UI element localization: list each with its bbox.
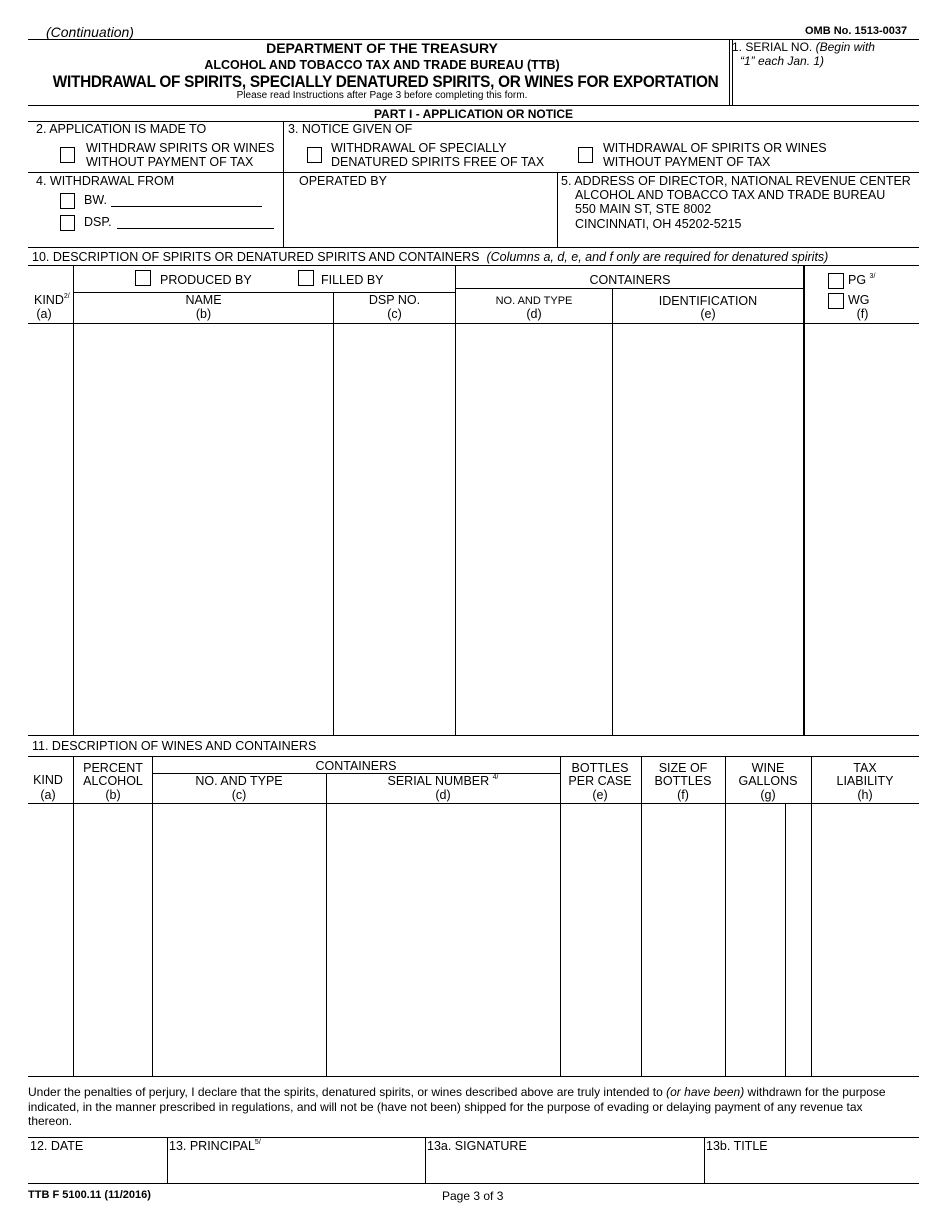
wine-col-c: (c) — [231, 788, 247, 802]
department-title: DEPARTMENT OF THE TREASURY — [266, 40, 498, 56]
withdraw-without-tax-checkbox[interactable] — [60, 147, 75, 163]
title-label: 13b. TITLE — [706, 1139, 768, 1153]
signature-label: 13a. SIGNATURE — [427, 1139, 527, 1153]
wine-header: WINE — [751, 761, 785, 775]
identification-header: IDENTIFICATION — [658, 294, 758, 308]
wg-label: WG — [848, 293, 870, 307]
col-f-label: (f) — [856, 307, 869, 321]
section-4-label: 4. WITHDRAWAL FROM — [36, 174, 175, 188]
operated-by-label: OPERATED BY — [299, 174, 387, 188]
principal-field[interactable] — [170, 1155, 422, 1181]
pg-checkbox[interactable] — [828, 273, 844, 289]
spirits-wines-checkbox[interactable] — [578, 147, 593, 163]
wine-kind-header: KIND — [33, 773, 63, 787]
no-type-header: NO. AND TYPE — [495, 295, 573, 307]
section-3-label: 3. NOTICE GIVEN OF — [288, 122, 413, 136]
wine-col-e: (e) — [592, 788, 608, 802]
principal-label: 13. $PRINCIPAL^{5/}$ — [169, 1139, 261, 1153]
kind-header: $KIND^{2/}$ — [34, 293, 70, 307]
notice-option1-line2: DENATURED SPIRITS FREE OF TAX — [331, 155, 545, 169]
dsp-input-line[interactable] — [117, 228, 274, 229]
withdraw-option-line2: WITHOUT PAYMENT OF TAX — [86, 155, 254, 169]
section-11-label: 11. DESCRIPTION OF WINES AND CONTAINERS — [32, 739, 317, 753]
percent-header: PERCENT — [83, 761, 143, 775]
wines-data-area[interactable] — [28, 804, 919, 1075]
size-bottles-header: BOTTLES — [654, 774, 712, 788]
produced-by-checkbox[interactable] — [135, 270, 151, 286]
col-c-label: (c) — [387, 307, 402, 321]
part-title: PART I - APPLICATION OR NOTICE — [373, 107, 574, 121]
wine-col-h: (h) — [857, 788, 873, 802]
dsp-no-header: DSP NO. — [368, 293, 421, 307]
section-5-label: 5. ADDRESS OF DIRECTOR, NATIONAL REVENUE CENTER — [561, 174, 911, 188]
bottles-header: BOTTLES — [571, 761, 629, 775]
filled-by-label: FILLED BY — [321, 273, 384, 287]
withdraw-option-line1: WITHDRAW SPIRITS OR WINES — [86, 141, 275, 155]
name-header: NAME — [185, 293, 222, 307]
wine-col-b: (b) — [105, 788, 121, 802]
per-case-header: PER CASE — [568, 774, 632, 788]
signature-field[interactable] — [428, 1155, 701, 1181]
address-line2: 550 MAIN ST, STE 8002 — [575, 202, 712, 216]
alcohol-header: ALCOHOL — [83, 774, 143, 788]
spirits-data-area[interactable] — [28, 324, 919, 734]
page-number: Page 3 of 3 — [442, 1189, 504, 1203]
bw-checkbox[interactable] — [60, 193, 75, 209]
bw-input-line[interactable] — [111, 206, 262, 207]
dsp-label: DSP. — [84, 215, 112, 229]
section-2-label: 2. APPLICATION IS MADE TO — [36, 122, 207, 136]
liability-header: LIABILITY — [836, 774, 894, 788]
instructions-note: Please read Instructions after Page 3 before completing this form. — [236, 90, 528, 101]
col-b-label: (b) — [195, 307, 212, 321]
serial-label: 1. SERIAL NO. (Begin with — [732, 40, 875, 54]
omb-number: OMB No. 1513-0037 — [805, 25, 908, 37]
notice-option2-line2: WITHOUT PAYMENT OF TAX — [603, 155, 771, 169]
form-title: WITHDRAWAL OF SPIRITS, SPECIALLY DENATURED SPIRITS, OR WINES FOR EXPORTATION — [52, 73, 719, 91]
bw-label: BW. — [84, 193, 107, 207]
date-label: 12. DATE — [30, 1139, 84, 1153]
pg-label: PG $^{3/}$ — [848, 273, 876, 287]
col-e-label: (e) — [700, 307, 716, 321]
wine-containers-header: CONTAINERS — [315, 759, 397, 773]
notice-option2-line1: WITHDRAWAL OF SPIRITS OR WINES — [603, 141, 827, 155]
notice-option1-line1: WITHDRAWAL OF SPECIALLY — [331, 141, 507, 155]
continuation-label: (Continuation) — [46, 24, 134, 40]
wine-col-d: (d) — [435, 788, 451, 802]
size-of-header: SIZE OF — [658, 761, 708, 775]
serial-number-header: SERIAL NUMBER $^{4/}$ — [387, 774, 499, 788]
serial-number-field[interactable] — [740, 70, 910, 100]
containers-header: CONTAINERS — [589, 273, 671, 287]
address-line1: ALCOHOL AND TOBACCO TAX AND TRADE BUREAU — [575, 188, 886, 202]
wine-col-a: (a) — [40, 788, 56, 802]
wine-col-f: (f) — [677, 788, 689, 802]
date-field[interactable] — [30, 1155, 164, 1181]
serial-note: “1” each Jan. 1) — [740, 54, 825, 68]
col-d-label: (d) — [526, 307, 542, 321]
form-number: TTB F 5100.11 (11/2016) — [28, 1189, 151, 1201]
perjury-declaration: Under the penalties of perjury, I declare that the spirits, denatured spirits, or wines described above are truly intended to (or have been) withdrawn for the purpose indicated, in the manner prescribed in regulations, and will not be (have not been) shipped for the purpose of evading or delaying payment of any revenue tax thereon. — [28, 1085, 886, 1128]
produced-by-label: PRODUCED BY — [160, 273, 252, 287]
section-10-label: 10. DESCRIPTION OF SPIRITS OR DENATURED SPIRITS AND CONTAINERS (Columns a, d, e, and f only are required for denatured spirits) — [32, 250, 829, 264]
operated-by-field[interactable] — [290, 190, 550, 242]
bureau-title: ALCOHOL AND TOBACCO TAX AND TRADE BUREAU (TTB) — [204, 58, 560, 72]
filled-by-checkbox[interactable] — [298, 270, 314, 286]
tax-header: TAX — [853, 761, 877, 775]
specially-denatured-checkbox[interactable] — [307, 147, 322, 163]
title-field[interactable] — [707, 1155, 916, 1181]
col-a-label: (a) — [36, 307, 52, 321]
dsp-checkbox[interactable] — [60, 215, 75, 231]
wine-col-g: (g) — [760, 788, 776, 802]
gallons-header: GALLONS — [738, 774, 798, 788]
address-line3: CINCINNATI, OH 45202-5215 — [575, 217, 742, 231]
wine-no-type-header: NO. AND TYPE — [195, 774, 283, 788]
